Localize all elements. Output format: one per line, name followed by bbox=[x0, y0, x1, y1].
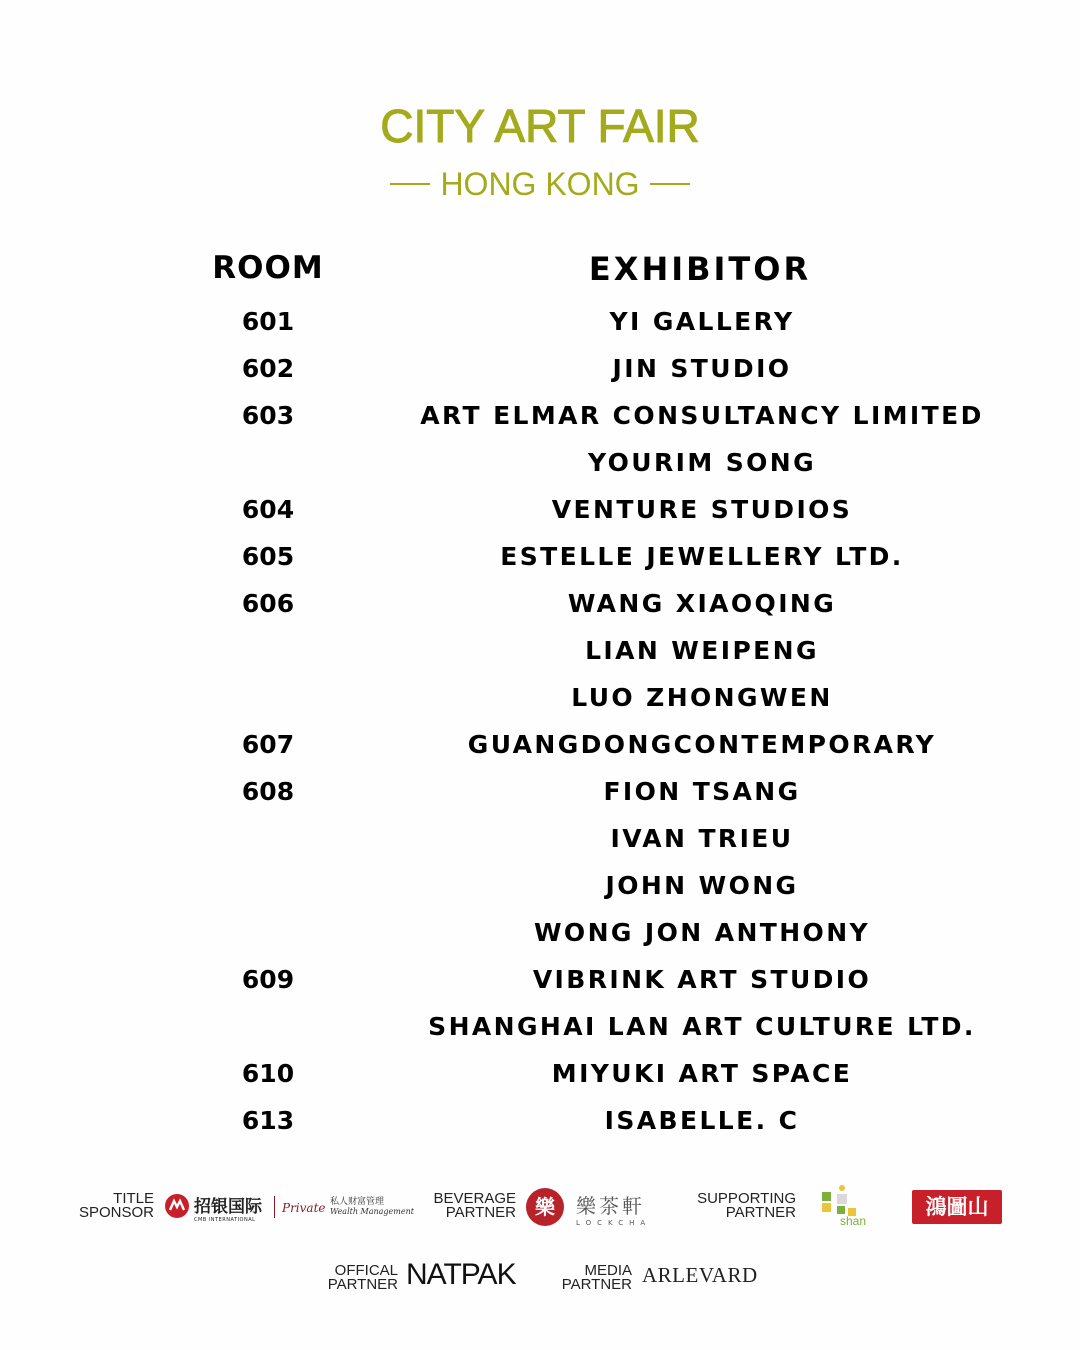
exhibitor-name: MIYUKI ART SPACE bbox=[551, 1059, 853, 1088]
exhibitor-name: LIAN WEIPENG bbox=[585, 636, 819, 665]
supporting-label-line1: SUPPORTING bbox=[697, 1190, 796, 1207]
exhibitor-name: ESTELLE JEWELLERY LTD. bbox=[500, 542, 904, 571]
table-row bbox=[0, 349, 1080, 396]
sponsor-strip bbox=[0, 1184, 1080, 1234]
cmb-logo-icon bbox=[163, 1192, 191, 1224]
lockcha-emblem-icon: 樂 bbox=[526, 1188, 564, 1226]
fair-subtitle: HONG KONG bbox=[440, 166, 640, 202]
shan-wordmark: shan bbox=[840, 1214, 867, 1228]
room-number: 605 bbox=[241, 542, 295, 571]
exhibitor-name: VENTURE STUDIOS bbox=[551, 495, 853, 524]
supporting-label-line2: PARTNER bbox=[725, 1204, 796, 1221]
table-row bbox=[0, 490, 1080, 537]
cmb-wordmark bbox=[194, 1192, 262, 1223]
table-row bbox=[0, 819, 1080, 866]
brand-header bbox=[0, 100, 1080, 202]
table-row bbox=[0, 1007, 1080, 1054]
exhibitor-name: WANG XIAOQING bbox=[567, 589, 837, 618]
room-number: 601 bbox=[241, 307, 295, 336]
exhibitor-name: JIN STUDIO bbox=[612, 354, 792, 383]
official-label-line1: OFFICAL bbox=[334, 1262, 398, 1279]
room-number: 604 bbox=[241, 495, 295, 524]
table-row bbox=[0, 396, 1080, 443]
title-sponsor-label bbox=[62, 1192, 154, 1220]
sponsor-divider bbox=[274, 1196, 275, 1218]
room-number: 602 bbox=[241, 354, 295, 383]
exhibitor-name: YI GALLERY bbox=[609, 307, 795, 336]
exhibitor-name: LUO ZHONGWEN bbox=[571, 683, 833, 712]
lockcha-wordmark bbox=[576, 1190, 651, 1227]
exhibitor-name: ART ELMAR CONSULTANCY LIMITED bbox=[420, 401, 984, 430]
cmb-name: 招银国际 bbox=[194, 1197, 262, 1217]
supporting-partner-label bbox=[684, 1192, 796, 1220]
fair-title: CITY ART FAIR bbox=[380, 100, 700, 152]
beverage-label-line2: PARTNER bbox=[445, 1204, 516, 1221]
official-partner-label bbox=[306, 1264, 398, 1292]
sponsor-strip-2 bbox=[0, 1258, 1080, 1308]
exhibitor-table bbox=[0, 248, 1080, 1135]
subtitle-rule-right bbox=[650, 183, 690, 185]
table-row bbox=[0, 913, 1080, 960]
table-row bbox=[0, 631, 1080, 678]
room-number: 607 bbox=[241, 730, 295, 759]
table-header bbox=[0, 248, 1080, 296]
table-row bbox=[0, 725, 1080, 772]
private-wordmark bbox=[282, 1197, 326, 1216]
beverage-partner-label bbox=[420, 1192, 516, 1220]
exhibitor-name: GUANGDONGCONTEMPORARY bbox=[467, 730, 937, 759]
exhibitor-name: FION TSANG bbox=[603, 777, 801, 806]
title-sponsor-label-line2: SPONSOR bbox=[78, 1204, 154, 1221]
table-row bbox=[0, 1054, 1080, 1101]
title-sponsor-label-line1: TITLE bbox=[113, 1190, 154, 1207]
private-label: Private bbox=[282, 1201, 326, 1215]
private-wealth-cn: 私人财富管理 bbox=[330, 1197, 385, 1207]
table-row bbox=[0, 772, 1080, 819]
table-body bbox=[0, 302, 1080, 1148]
exhibitor-name: VIBRINK ART STUDIO bbox=[532, 965, 872, 994]
table-row bbox=[0, 584, 1080, 631]
room-number: 608 bbox=[241, 777, 295, 806]
table-row bbox=[0, 537, 1080, 584]
private-wealth-en: Wealth Management bbox=[330, 1207, 414, 1216]
exhibitor-name: ISABELLE. C bbox=[604, 1106, 800, 1135]
exhibitor-name: SHANGHAI LAN ART CULTURE LTD. bbox=[428, 1012, 976, 1041]
room-number: 603 bbox=[241, 401, 295, 430]
table-row bbox=[0, 678, 1080, 725]
exhibitor-name: JOHN WONG bbox=[605, 871, 799, 900]
cmb-name-sub: CMB INTERNATIONAL bbox=[194, 1217, 256, 1223]
lockcha-name-sub: LOCKCHA bbox=[576, 1219, 652, 1227]
room-number: 610 bbox=[241, 1059, 295, 1088]
media-label-line1: MEDIA bbox=[584, 1262, 632, 1279]
room-number: 606 bbox=[241, 589, 295, 618]
room-column-header: ROOM bbox=[212, 250, 324, 286]
media-label-line2: PARTNER bbox=[561, 1276, 632, 1293]
room-number: 609 bbox=[241, 965, 295, 994]
exhibitor-name: YOURIM SONG bbox=[588, 448, 816, 477]
media-partner-label bbox=[546, 1264, 632, 1292]
table-row bbox=[0, 866, 1080, 913]
exhibitor-name: WONG JON ANTHONY bbox=[533, 918, 871, 947]
table-row bbox=[0, 443, 1080, 490]
natpak-logo: NATPAK bbox=[406, 1258, 516, 1291]
red-logo: 鴻圖山 bbox=[912, 1190, 1002, 1224]
private-wealth-mark bbox=[330, 1194, 414, 1216]
fair-subtitle-row bbox=[0, 166, 1080, 202]
exhibitor-column-header: EXHIBITOR bbox=[588, 250, 812, 288]
subtitle-rule-left bbox=[390, 183, 430, 185]
exhibitor-name: IVAN TRIEU bbox=[610, 824, 794, 853]
arlevard-logo: ARLEVARD bbox=[642, 1263, 758, 1287]
beverage-label-line1: BEVERAGE bbox=[433, 1190, 516, 1207]
table-row bbox=[0, 302, 1080, 349]
official-label-line2: PARTNER bbox=[327, 1276, 398, 1293]
lockcha-name: 樂茶軒 bbox=[576, 1194, 645, 1218]
table-row bbox=[0, 960, 1080, 1007]
room-number: 613 bbox=[241, 1106, 295, 1135]
table-row bbox=[0, 1101, 1080, 1148]
